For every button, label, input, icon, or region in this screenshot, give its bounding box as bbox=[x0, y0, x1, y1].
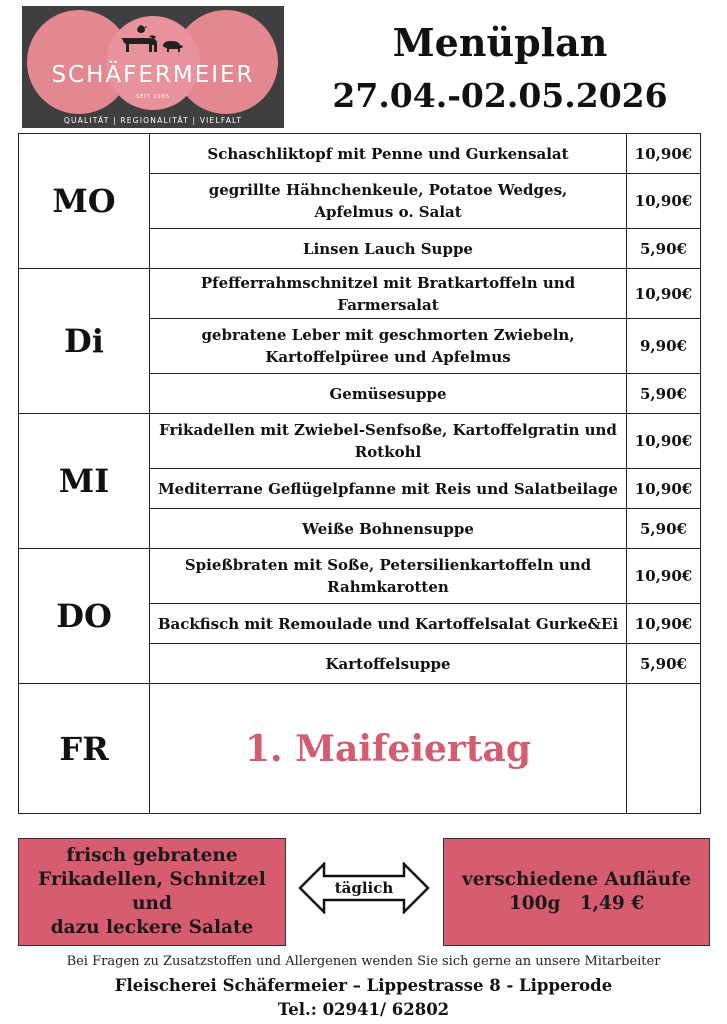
holiday-notice: 1. Maifeiertag bbox=[150, 684, 627, 814]
farm-animals-icon bbox=[117, 24, 189, 64]
date-range: 27.04.-02.05.2026 bbox=[332, 76, 668, 115]
dish-name: gegrillte Hähnchenkeule, Potatoe Wedges, Apfelmus o. Salat bbox=[150, 174, 627, 229]
dish-name: Frikadellen mit Zwiebel-Senfsoße, Kartoffelgratin und Rotkohl bbox=[150, 414, 627, 469]
dish-price: 10,90€ bbox=[627, 469, 701, 509]
dish-name: Weiße Bohnensuppe bbox=[150, 509, 627, 549]
promo-right-text: verschiedene Aufläufe 100g 1,49 € bbox=[462, 869, 691, 914]
logo-brand-name: SCHÄFERMEIER bbox=[51, 62, 255, 88]
dish-name: Schaschliktopf mit Penne und Gurkensalat bbox=[150, 134, 627, 174]
dish-name: Backfisch mit Remoulade und Kartoffelsalat Gurke&Ei bbox=[150, 604, 627, 644]
table-row bbox=[19, 684, 701, 814]
page-title: Menüplan bbox=[392, 20, 608, 65]
dish-price: 5,90€ bbox=[627, 374, 701, 414]
empty-price-cell bbox=[627, 684, 701, 814]
dish-name: Mediterrane Geflügelpfanne mit Reis und Salatbeilage bbox=[150, 469, 627, 509]
table-row bbox=[19, 549, 701, 604]
day-label: Di bbox=[19, 269, 150, 414]
dish-price: 5,90€ bbox=[627, 644, 701, 684]
day-label: MO bbox=[19, 134, 150, 269]
brand-logo bbox=[22, 6, 284, 128]
dish-name: Spießbraten mit Soße, Petersilienkartoffeln und Rahmkarotten bbox=[150, 549, 627, 604]
table-row bbox=[19, 134, 701, 174]
dish-price: 5,90€ bbox=[627, 509, 701, 549]
allergen-note: Bei Fragen zu Zusatzstoffen und Allergenen wenden Sie sich gerne an unsere Mitarbeiter bbox=[66, 954, 661, 969]
dish-price: 5,90€ bbox=[627, 229, 701, 269]
dish-price: 10,90€ bbox=[627, 414, 701, 469]
logo-tagline: QUALITÄT | REGIONALITÄT | VIELFALT bbox=[63, 116, 243, 125]
menu-table bbox=[18, 133, 701, 814]
promo-box-daily-specials bbox=[18, 838, 286, 946]
dish-price: 10,90€ bbox=[627, 604, 701, 644]
dish-price: 10,90€ bbox=[627, 134, 701, 174]
dish-name: Linsen Lauch Suppe bbox=[150, 229, 627, 269]
dish-name: gebratene Leber mit geschmorten Zwiebeln, Kartoffelpüree und Apfelmus bbox=[150, 319, 627, 374]
dish-name: Gemüsesuppe bbox=[150, 374, 627, 414]
dish-price: 10,90€ bbox=[627, 269, 701, 319]
day-label: MI bbox=[19, 414, 150, 549]
dish-name: Kartoffelsuppe bbox=[150, 644, 627, 684]
dish-price: 10,90€ bbox=[627, 549, 701, 604]
shop-phone: Tel.: 02941/ 62802 bbox=[277, 1000, 450, 1019]
promo-box-casseroles bbox=[443, 838, 710, 946]
logo-since: SEIT 1965 bbox=[135, 94, 171, 100]
dish-price: 9,90€ bbox=[627, 319, 701, 374]
promo-left-text: frisch gebratene Frikadellen, Schnitzel und dazu leckere Salate bbox=[38, 845, 266, 938]
day-label: FR bbox=[19, 684, 150, 814]
table-row bbox=[19, 414, 701, 469]
dish-name: Pfefferrahmschnitzel mit Bratkartoffeln und Farmersalat bbox=[150, 269, 627, 319]
day-label: DO bbox=[19, 549, 150, 684]
shop-address: Fleischerei Schäfermeier – Lippestrasse 8 - Lipperode bbox=[114, 976, 613, 995]
table-row bbox=[19, 269, 701, 319]
arrow-label: täglich bbox=[334, 879, 394, 897]
dish-price: 10,90€ bbox=[627, 174, 701, 229]
